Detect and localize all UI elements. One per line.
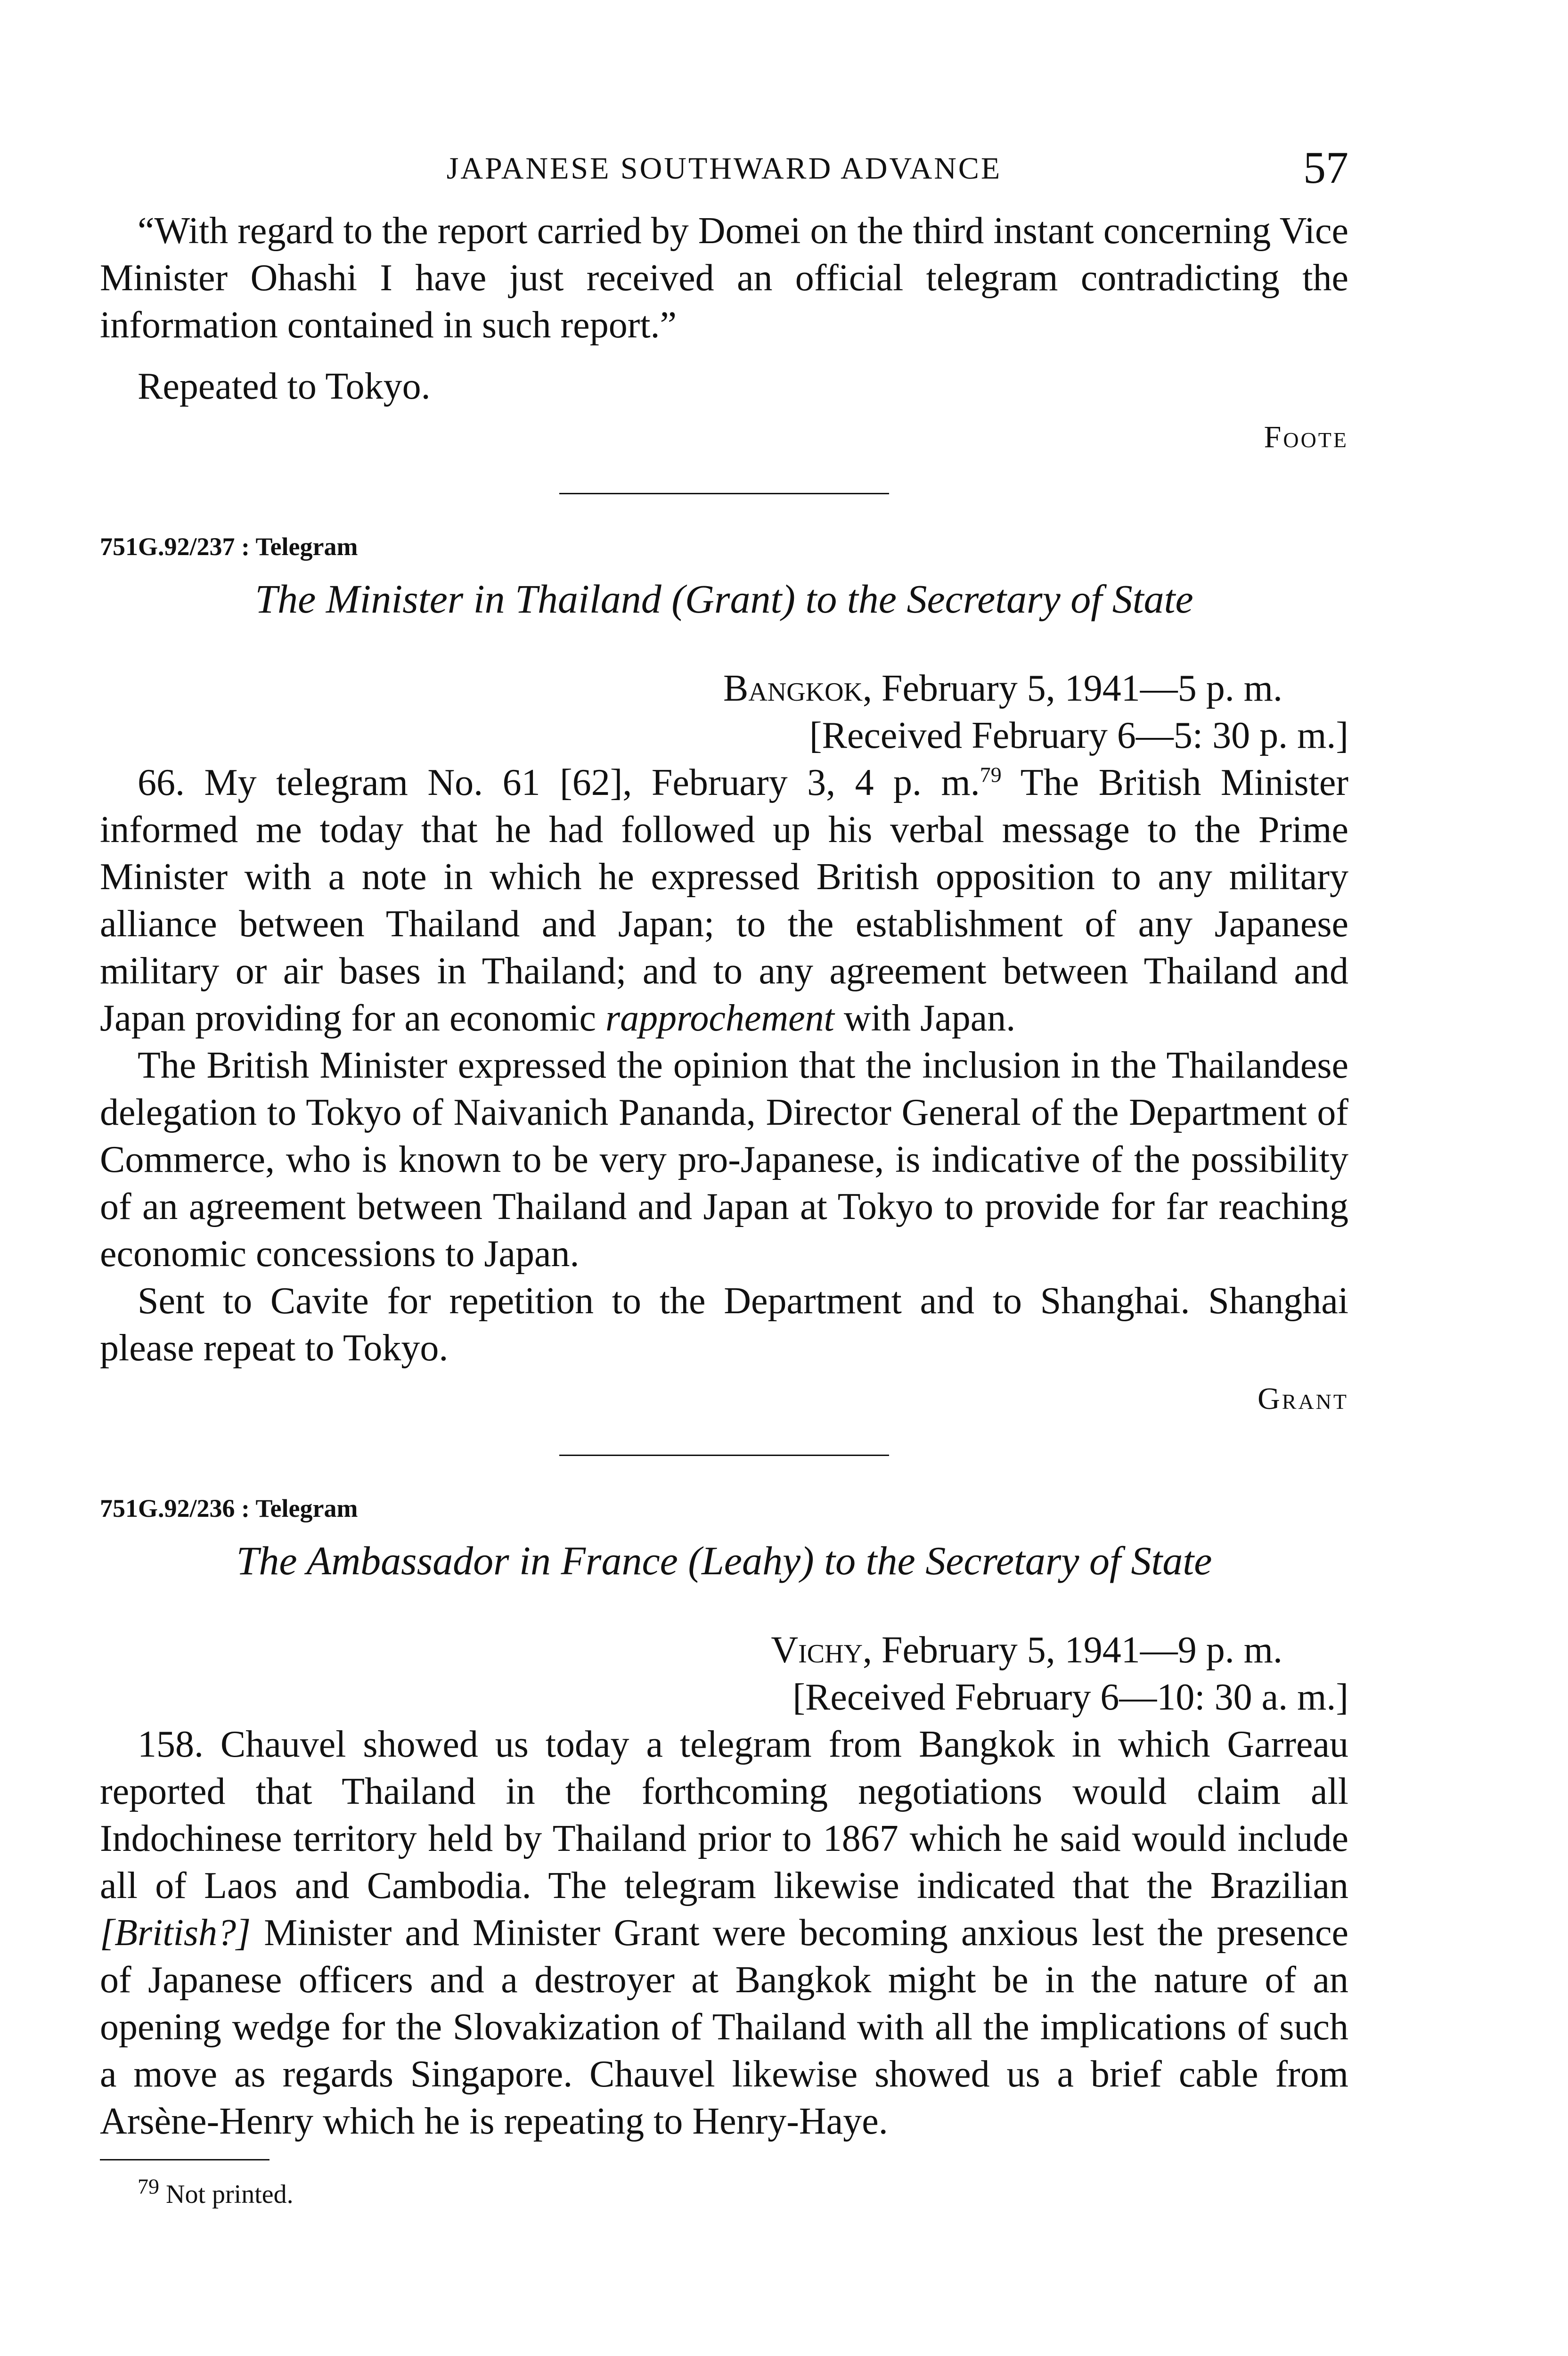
dateline-place: Bangkok, <box>723 668 872 709</box>
footnote-reference: 79 <box>980 762 1002 787</box>
telegram-paragraph <box>100 1721 1348 2145</box>
signature-grant: Grant <box>1258 1382 1348 1416</box>
footnote <box>100 2174 1348 2209</box>
footnote-divider <box>100 2159 270 2160</box>
file-reference: 751G.92/236 : Telegram <box>100 1494 358 1522</box>
document-page <box>100 141 1348 2209</box>
telegram-paragraph: Sent to Cavite for repetition to the Department and to Shanghai. Shanghai please repeat to Tokyo. <box>100 1280 1348 1369</box>
quoted-paragraph: “With regard to the report carried by Domei on the third instant concerning Vice Minister Ohashi I have just received an official telegram contradicting the information contained in such report.” <box>100 210 1348 346</box>
italic-term: rapprochement <box>605 998 834 1039</box>
paragraph-text: The British Minister informed me today that he had followed up his verbal message to the Prime Minister with a note in which he expressed British opposition to any military alliance between Thailand and Japan; to the establishment of any Japanese military or air bases in Thailand; and to any agreement between Thailand and Japan providing for an economic <box>100 762 1348 1039</box>
page-number: 57 <box>1303 142 1348 193</box>
telegram-paragraph <box>100 759 1348 1042</box>
received-line: [Received February 6—10: 30 a. m.] <box>792 1677 1348 1718</box>
file-reference: 751G.92/237 : Telegram <box>100 532 358 561</box>
signature-foote: Foote <box>1264 420 1348 454</box>
running-header <box>100 141 1348 193</box>
paragraph-end: with Japan. <box>834 998 1016 1039</box>
section-divider <box>559 493 889 494</box>
section-divider <box>559 1455 889 1456</box>
repeated-line: Repeated to Tokyo. <box>138 366 431 407</box>
received-line: [Received February 6—5: 30 p. m.] <box>809 715 1348 756</box>
italic-term: [British?] <box>100 1912 251 1954</box>
dateline-date: February 5, 1941—5 p. m. <box>881 668 1282 709</box>
dateline-place: Vichy, <box>771 1629 872 1671</box>
running-title: JAPANESE SOUTHWARD ADVANCE <box>446 151 1002 186</box>
paragraph-start: 158. Chauvel showed us today a telegram from Bangkok in which Garreau reported that Thailand in the forthcoming negotiations would claim all Indochinese territory held by Thailand prior to 1867 which he said would include all of Laos and Cambodia. The telegram likewise indicated that the Brazilian <box>100 1724 1348 1906</box>
paragraph-end: Minister and Minister Grant were becoming anxious lest the presence of Japanese officers and a destroyer at Bangkok might be in the nature of an opening wedge for the Slovakization of Thailand with all the implications of such a move as regards Singapore. Chauvel likewise showed us a brief cable from Arsène-Henry which he is repeating to Henry-Haye. <box>100 1912 1348 2142</box>
paragraph-start: 66. My telegram No. 61 [62], February 3, 4 p. m. <box>138 762 980 803</box>
dateline <box>100 1627 1348 1674</box>
dateline <box>100 665 1348 712</box>
document-title: The Minister in Thailand (Grant) to the Secretary of State <box>255 576 1193 622</box>
telegram-paragraph: The British Minister expressed the opinion that the inclusion in the Thailandese delegation to Tokyo of Naivanich Pananda, Director General of the Department of Commerce, who is known to be very pro-Japanese, is indicative of the possibility of an agreement between Thailand and Japan at Tokyo to provide for far reaching economic concessions to Japan. <box>100 1045 1348 1275</box>
footnote-mark: 79 <box>138 2174 159 2199</box>
dateline-date: February 5, 1941—9 p. m. <box>881 1629 1282 1671</box>
footnote-text: Not printed. <box>159 2180 294 2209</box>
document-title: The Ambassador in France (Leahy) to the Secretary of State <box>236 1538 1212 1583</box>
